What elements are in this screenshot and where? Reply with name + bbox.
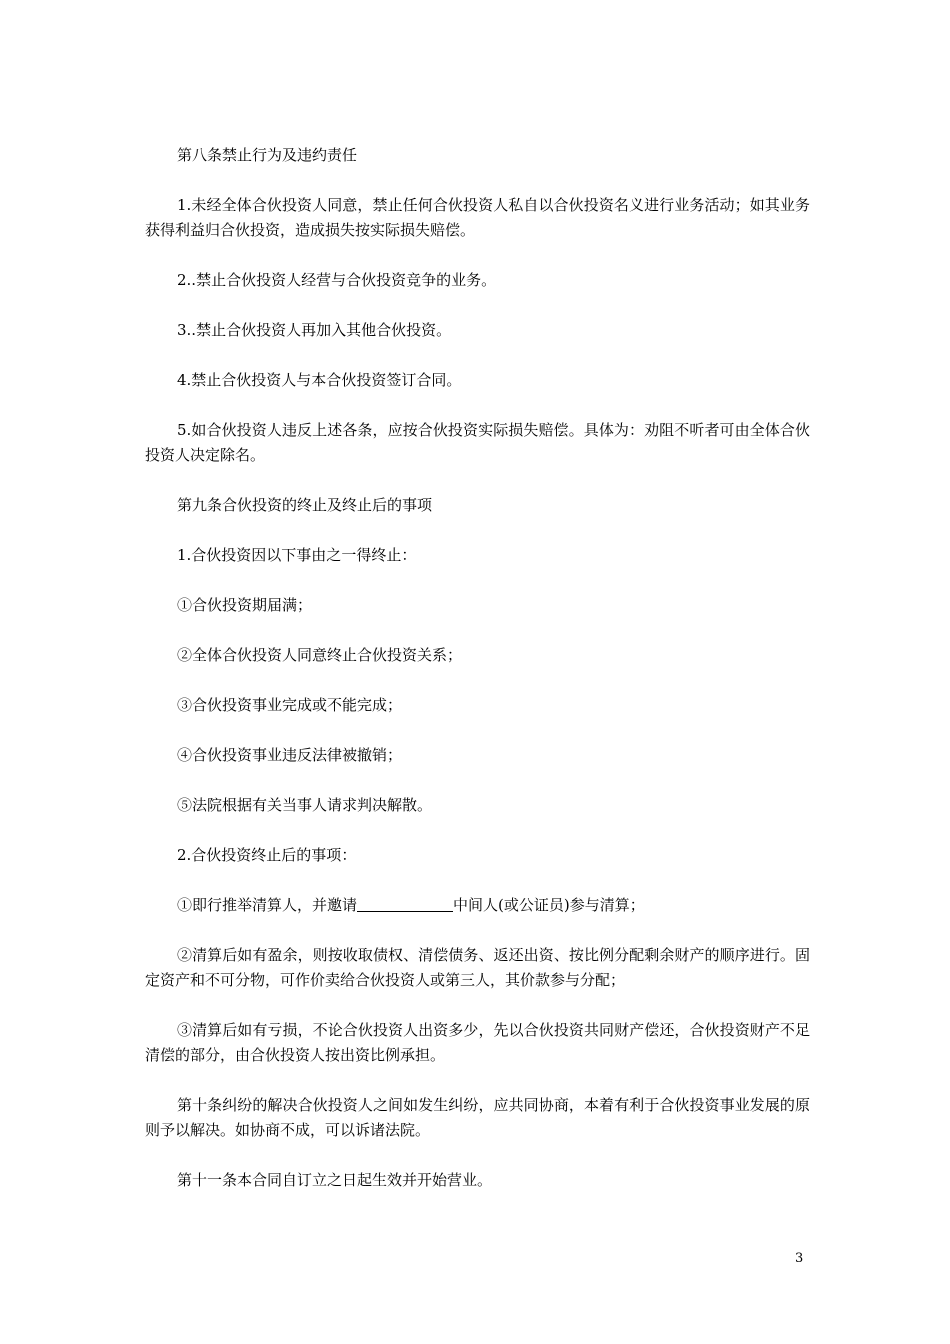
list-item-text-start: ①即行推举清算人，并邀请 xyxy=(177,896,358,914)
paragraph: 5.如合伙投资人违反上述各条，应按合伙投资实际损失赔偿。具体为：劝阻不听者可由全体合伙投资人决定除名。 xyxy=(145,421,810,464)
list-item-text-end: 中间人(或公证员)参与清算； xyxy=(453,896,645,914)
list-item: ⑤法院根据有关当事人请求判决解散。 xyxy=(177,796,433,814)
list-item: ④合伙投资事业违反法律被撤销； xyxy=(177,746,403,764)
fill-in-blank xyxy=(357,896,453,912)
list-item: ③清算后如有亏损，不论合伙投资人出资多少，先以合伙投资共同财产偿还，合伙投资财产不足清偿的部分，由合伙投资人按出资比例承担。 xyxy=(145,1021,810,1064)
article-10-paragraph: 第十条纠纷的解决合伙投资人之间如发生纠纷，应共同协商，本着有利于合伙投资事业发展的原则予以解决。如协商不成，可以诉诸法院。 xyxy=(145,1096,810,1139)
list-item: ②清算后如有盈余，则按收取债权、清偿债务、返还出资、按比例分配剩余财产的顺序进行。固定资产和不可分物，可作价卖给合伙投资人或第三人，其价款参与分配； xyxy=(145,946,810,989)
list-item: ③合伙投资事业完成或不能完成； xyxy=(177,696,403,714)
list-item: ②全体合伙投资人同意终止合伙投资关系； xyxy=(177,646,463,664)
article-8-heading: 第八条禁止行为及违约责任 xyxy=(177,146,358,164)
article-11-paragraph: 第十一条本合同自订立之日起生效并开始营业。 xyxy=(177,1171,493,1189)
list-item-with-blank xyxy=(145,893,810,918)
paragraph: 3..禁止合伙投资人再加入其他合伙投资。 xyxy=(177,321,452,339)
paragraph: 4.禁止合伙投资人与本合伙投资签订合同。 xyxy=(177,371,462,389)
paragraph: 1.合伙投资因以下事由之一得终止： xyxy=(177,546,417,564)
paragraph: 1.未经全体合伙投资人同意，禁止任何合伙投资人私自以合伙投资名义进行业务活动；如其业务获得利益归合伙投资，造成损失按实际损失赔偿。 xyxy=(145,196,810,239)
article-9-heading: 第九条合伙投资的终止及终止后的事项 xyxy=(177,496,433,514)
list-item: ①合伙投资期届满； xyxy=(177,596,313,614)
paragraph: 2..禁止合伙投资人经营与合伙投资竞争的业务。 xyxy=(177,271,497,289)
paragraph: 2.合伙投资终止后的事项： xyxy=(177,846,357,864)
page-number: 3 xyxy=(795,1251,804,1266)
